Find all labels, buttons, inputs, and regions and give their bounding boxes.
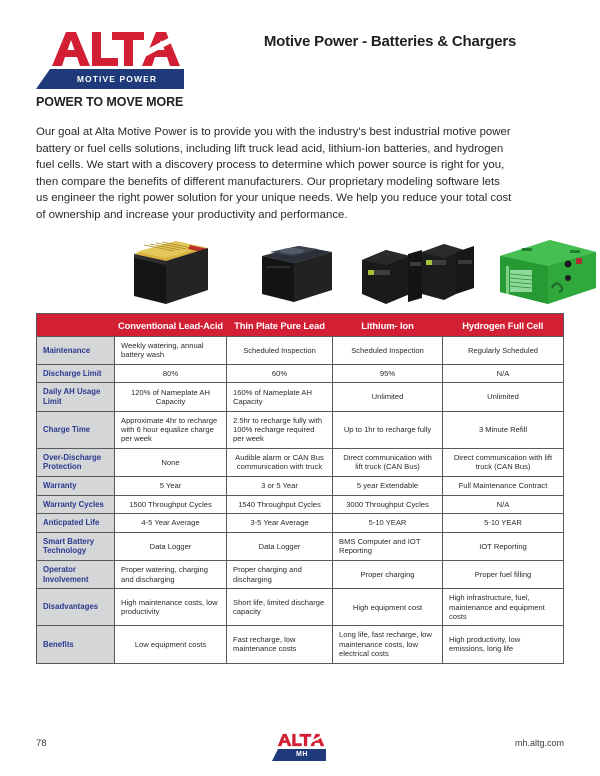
table-cell: 3-5 Year Average [227, 514, 333, 533]
table-cell: Data Logger [227, 532, 333, 560]
table-cell: 80% [115, 364, 227, 383]
table-row [37, 383, 564, 411]
table-cell: High equipment cost [333, 589, 443, 626]
table-row [37, 495, 564, 514]
table-cell: Proper watering, charging and discharging [115, 560, 227, 588]
alta-mh-footer-logo [272, 732, 328, 764]
product-image-hydrogen-fuel-cell [492, 232, 600, 310]
table-row [37, 626, 564, 663]
table-cell: High maintenance costs, low productivity [115, 589, 227, 626]
logo-tagline: POWER TO MOVE MORE [36, 95, 184, 109]
table-row [37, 514, 564, 533]
table-cell: Short life, limited discharge capacity [227, 589, 333, 626]
row-label: Daily AH Usage Limit [37, 383, 115, 411]
table-cell: 2.5hr to recharge fully with 100% recharge required per week [227, 411, 333, 448]
alta-motive-power-logo [36, 30, 186, 109]
row-label: Discharge Limit [37, 364, 115, 383]
mh-banner-label: MH [295, 751, 309, 758]
table-cell: N/A [443, 364, 564, 383]
table-row [37, 337, 564, 365]
table-cell: 5-10 YEAR [443, 514, 564, 533]
table-cell: Approximate 4hr to recharge with 6 hour equalize charge per week [115, 411, 227, 448]
table-cell: Unlimited [443, 383, 564, 411]
alta-footer-wordmark-icon [277, 732, 325, 748]
power-source-comparison-table [36, 313, 564, 664]
table-cell: Data Logger [115, 532, 227, 560]
table-cell: Low equipment costs [115, 626, 227, 663]
table-body [37, 337, 564, 664]
table-cell: N/A [443, 495, 564, 514]
table-cell: 3 or 5 Year [227, 477, 333, 496]
intro-paragraph: Our goal at Alta Motive Power is to provide you with the industry’s best industrial motive power battery or fuel cells solutions, including lift truck lead acid, lithium-ion batteries, and hydrogen fuel cells. We start with a discovery process to determine which power source is right for you, then compare the benefits of different manufacturers. Our proprietary modeling software lets us engineer the right power solution for your unique needs. We help you reduce your total cost of ownership and increase your productivity and performance. [36, 126, 512, 221]
table-row [37, 560, 564, 588]
table-cell: 5 Year [115, 477, 227, 496]
table-cell: Proper charging and discharging [227, 560, 333, 588]
motive-power-banner [36, 69, 184, 89]
footer-page-number: 78 [36, 738, 47, 749]
page-footer [0, 730, 600, 776]
column-header-thin-plate-pure-lead: Thin Plate Pure Lead [227, 314, 333, 337]
table-cell: High productivity, low emissions, long life [443, 626, 564, 663]
table-row [37, 448, 564, 476]
column-header-blank [37, 314, 115, 337]
column-header-hydrogen-full-cell: Hydrogen Full Cell [443, 314, 564, 337]
table-cell: 4-5 Year Average [115, 514, 227, 533]
table-cell: BMS Computer and IOT Reporting [333, 532, 443, 560]
table-cell: 5 year Extendable [333, 477, 443, 496]
column-header-lithium-ion: Lithium- Ion [333, 314, 443, 337]
table-header-row [37, 314, 564, 337]
table-cell: 60% [227, 364, 333, 383]
table-cell: Fast recharge, low maintenance costs [227, 626, 333, 663]
row-label: Over-Discharge Protection [37, 448, 115, 476]
table-row [37, 477, 564, 496]
table-row [37, 411, 564, 448]
footer-website-url: mh.altg.com [514, 738, 564, 748]
table-cell: Full Maintenance Contract [443, 477, 564, 496]
row-label: Anticpated Life [37, 514, 115, 533]
product-image-strip [36, 232, 564, 310]
table-row [37, 589, 564, 626]
row-label: Charge Time [37, 411, 115, 448]
table-cell: 3000 Throughput Cycles [333, 495, 443, 514]
table-cell: 1540 Throughput Cycles [227, 495, 333, 514]
row-label: Warranty Cycles [37, 495, 115, 514]
table-row [37, 532, 564, 560]
table-cell: 5-10 YEAR [333, 514, 443, 533]
page-header [0, 0, 600, 120]
table-cell: Weekly watering, annual battery wash [115, 337, 227, 365]
page-title: Motive Power - Batteries & Chargers [263, 33, 517, 50]
table-cell: Scheduled Inspection [333, 337, 443, 365]
table-cell: 120% of Nameplate AH Capacity [115, 383, 227, 411]
table-row [37, 364, 564, 383]
table-cell: None [115, 448, 227, 476]
table-cell: Regularly Scheduled [443, 337, 564, 365]
product-image-lithium-ion [358, 232, 478, 310]
table-cell: Audible alarm or CAN Bus communication with truck [227, 448, 333, 476]
table-cell: Long life, fast recharge, low maintenance costs, low electrical costs [333, 626, 443, 663]
table-cell: Direct communication with lift truck (CAN Bus) [333, 448, 443, 476]
table-cell: Direct communication with lift truck (CAN Bus) [443, 448, 564, 476]
table-cell: Scheduled Inspection [227, 337, 333, 365]
row-label: Operator Involvement [37, 560, 115, 588]
motive-power-banner-label: MOTIVE POWER [76, 74, 158, 84]
row-label: Smart Battery Technology [37, 532, 115, 560]
alta-wordmark-icon [50, 30, 182, 68]
row-label: Warranty [37, 477, 115, 496]
table-cell: IOT Reporting [443, 532, 564, 560]
row-label: Disadvantages [37, 589, 115, 626]
row-label: Benefits [37, 626, 115, 663]
table-cell: 1500 Throughput Cycles [115, 495, 227, 514]
column-header-conventional-lead-acid: Conventional Lead-Acid [115, 314, 227, 337]
table-cell: 3 Minute Refill [443, 411, 564, 448]
product-image-conventional-lead-acid [116, 232, 226, 310]
mh-banner [272, 749, 326, 761]
table-cell: 95% [333, 364, 443, 383]
table-header [37, 314, 564, 337]
table-cell: Unlimited [333, 383, 443, 411]
table-cell: Proper fuel filling [443, 560, 564, 588]
table-cell: High infrastructure, fuel, maintenance and equipment costs [443, 589, 564, 626]
table-cell: 160% of Nameplate AH Capacity [227, 383, 333, 411]
row-label: Maintenance [37, 337, 115, 365]
product-image-thin-plate-pure-lead [248, 232, 348, 310]
table-cell: Proper charging [333, 560, 443, 588]
table-cell: Up to 1hr to recharge fully [333, 411, 443, 448]
